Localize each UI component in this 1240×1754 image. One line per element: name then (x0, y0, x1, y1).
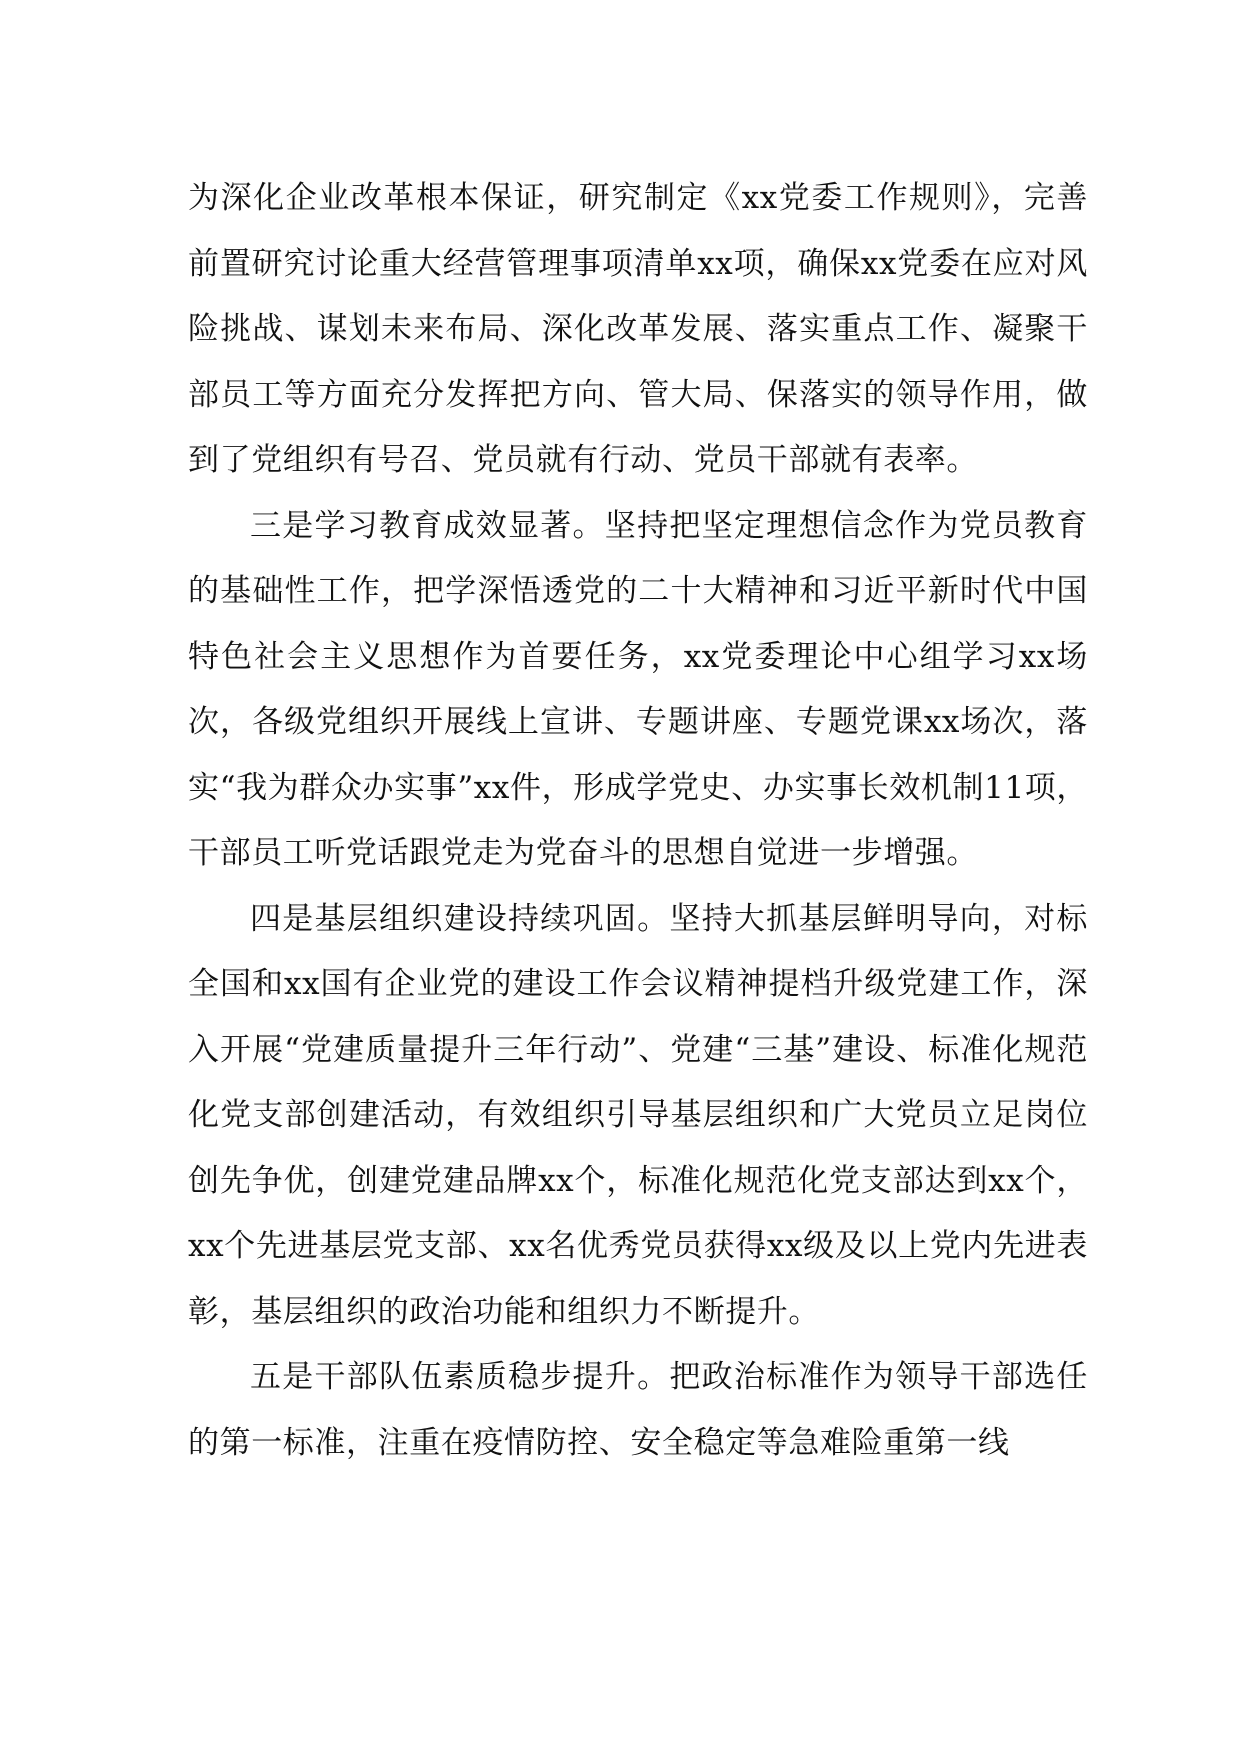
paragraph-1: 为深化企业改革根本保证，研究制定《xx党委工作规则》，完善前置研究讨论重大经营管理事项清单xx项，确保xx党委在应对风险挑战、谋划未来布局、深化改革发展、落实重点工作、凝聚干部员工等方面充分发挥把方向、管大局、保落实的领导作用，做到了党组织有号召、党员就有行动、党员干部就有表率。 (188, 180, 1088, 478)
paragraph-2: 三是学习教育成效显著。坚持把坚定理想信念作为党员教育的基础性工作，把学深悟透党的二十大精神和习近平新时代中国特色社会主义思想作为首要任务，xx党委理论中心组学习xx场次，各级党组织开展线上宣讲、专题讲座、专题党课xx场次，落实“我为群众办实事”xx件，形成学党史、办实事长效机制11项，干部员工听党话跟党走为党奋斗的思想自觉进一步增强。 (188, 507, 1088, 871)
paragraph-3: 四是基层组织建设持续巩固。坚持大抓基层鲜明导向，对标全国和xx国有企业党的建设工作会议精神提档升级党建工作，深入开展“党建质量提升三年行动”、党建“三基”建设、标准化规范化党支部创建活动，有效组织引导基层组织和广大党员立足岗位创先争优，创建党建品牌xx个，标准化规范化党支部达到xx个，xx个先进基层党支部、xx名优秀党员获得xx级及以上党内先进表彰，基层组织的政治功能和组织力不断提升。 (188, 900, 1088, 1330)
paragraph-4: 五是干部队伍素质稳步提升。把政治标准作为领导干部选任的第一标准，注重在疫情防控、安全稳定等急难险重第一线 (188, 1359, 1088, 1461)
document-body (188, 166, 1088, 1476)
